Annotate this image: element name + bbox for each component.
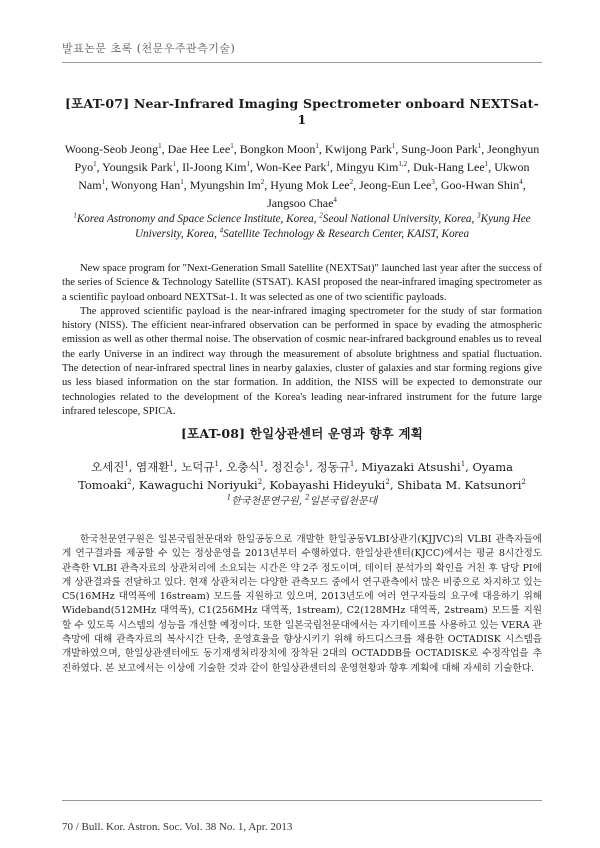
page-footer: 70 / Bull. Kor. Astron. Soc. Vol. 38 No. 1, Apr. 2013 [62,821,293,833]
affiliation-list: $^1$Korea Astronomy and Space Science Institute, Korea, $^2$Seoul National University, Korea, $^3$Kyung Hee University, Korea, $^4$Satellite Technology & Research Center, KAIST, Korea [73,211,531,240]
author-list: 오세진$^1$, 염재환$^1$, 노덕규$^1$, 오충식$^1$, 정진승$^1$, 정동규$^1$, Miyazaki Atsushi$^1$, Oyama Tomoaki$^2$, Kawaguchi Noriyuki$^2$, Kobayashi Hideyuki$^2$, Shibata M. Katsunori$^2$ [78,460,526,492]
abstract-paragraph: 한국천문연구원은 일본국립천문대와 한일공동으로 개발한 한일공동VLBI상관기(KJJVC)의 VLBI 관측자들에게 연구결과를 제공할 수 있는 정상운영을 2013년부터 수행하였다. 한일상관센터(KJCC)에서는 평균 8시간정도 관측한 VLBI 관측자료의 상관처리에 소요되는 시간은 약 2주 정도이며, 데이터 분석가의 확인을 거친 후 담당 PI에게 상관결과를 전달하고 있다. 현재 상관처리는 다양한 관측모드 중에서 연구관측에서 많은 비중으로 차지하고 있는 C5(16MHz 대역폭에 16stream) 모드를 지원하고 있으며, 2013년도에 여러 연구자들의 요구에 대응하기 위해 Wideband(512MHz 대역폭), C1(256MHz 대역폭, 1stream), C2(128MHz 대역폭, 2stream) 모드를 지원할 수 있도록 시스템의 성능을 개선할 예정이다. 또한 일본국립천문대에서는 자기테이프를 사용하고 있는 VERA 관측망에 대해 관측자료의 복사시간 단축, 운영효율을 향상시키기 위해 하드디스크를 채용한 OCTADISK 시스템을 개발하였으며, 한일상관센터에도 동기재생처리장치에 장착된 2대의 OCTADDB를 OCTADISK로 수정작업을 추진하였다. 본 보고에서는 이상에 기술한 것과 같이 한일상관센터의 운영현황과 향후 계획에 대해 자세히 기술한다. [62,534,542,674]
abstract-paragraph: The approved scientific payload is the near-infrared imaging spectrometer for the study of star formation history (NISS). The efficient near-infrared observation can be performed in space by evading the atmospheric emission as well as other thermal noise. The observation of cosmic near-infrared background enables us to reveal the early Universe in an indirect way through the measurement of absolute brightness and spatial fluctuation. The detection of near-infrared spectral lines in nearby galaxies, cluster of galaxies and star forming regions give us less biased information on the star formation. In addition, the NISS will be expected to demonstrate our technologies related to the development of the Korea's leading near-infrared instrument for the future large infrared telescope, SPICA. [62,305,542,417]
footer-rule [62,800,542,801]
abstract-title: [포AT-08] 한일상관센터 운영과 향후 계획 [180,426,424,441]
affiliation-list: $^1$한국천문연구원, $^2$일본국립천문대 [226,493,378,507]
author-list: Woong-Seob Jeong$^1$, Dae Hee Lee$^1$, Bongkon Moon$^1$, Kwijong Park$^1$, Sung-Joon Park$^1$, Jeonghyun Pyo$^1$, Youngsik Park$^1$, Il-Joong Kim$^1$, Won-Kee Park$^1$, Mingyu Kim$^{1,2}$, Duk-Hang Lee$^1$, Ukwon Nam$^1$, Wonyong Han$^1$, Myungshin Im$^2$, Hyung Mok Lee$^2$, Jeong-Eun Lee$^3$, Goo-Hwan Shin$^4$, Jangsoo Chae$^4$ [64,142,540,210]
header-rule [62,62,542,63]
abstract-body [62,262,542,419]
abstract-at08 [62,426,542,676]
abstract-at07 [62,96,542,419]
abstract-title: [포AT-07] Near-Infrared Imaging Spectrometer onboard NEXTSat-1 [64,96,539,127]
running-head: 발표논문 초록 (천문우주관측기술) [62,42,236,55]
abstract-body [62,533,542,676]
abstract-paragraph: New space program for "Next-Generation Small Satellite (NEXTSat)" launched last year after the success of the series of Science & Technology Satellite (STSAT). KASI proposed the near-infrared imaging spectrometer as a scientific payload onboard NEXTSat-1. It was selected as one of two scientific payloads. [62,263,542,303]
